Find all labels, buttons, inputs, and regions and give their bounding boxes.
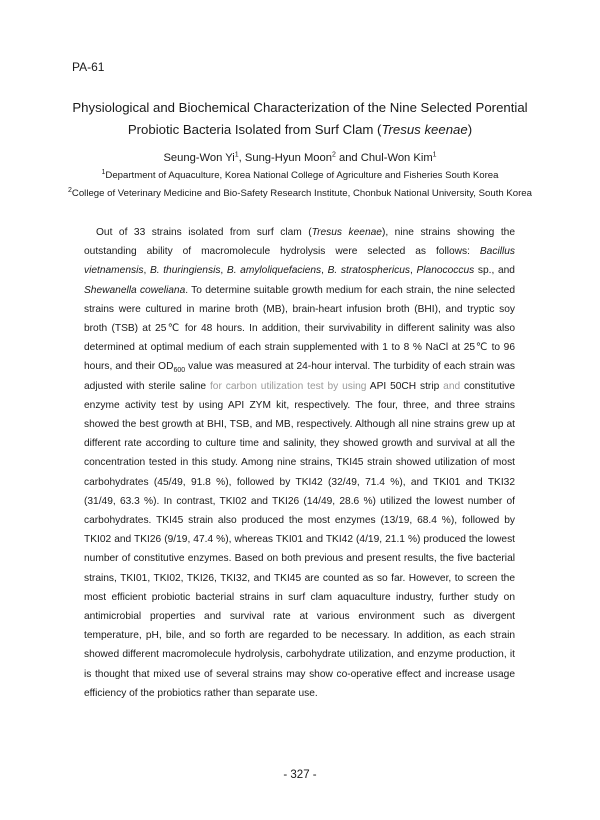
author-name: Seung-Won Yi xyxy=(163,152,235,164)
abstract-text: ), nine strains showing the outstanding ability of macromolecule hydrolysis were selected as follows: xyxy=(84,227,515,258)
faded-text: and xyxy=(443,380,461,392)
abstract-body xyxy=(84,223,515,703)
author-name: and Chul-Won Kim xyxy=(335,152,433,164)
affiliation-2 xyxy=(0,188,600,199)
affiliation-number: 2 xyxy=(68,186,72,194)
paper-title xyxy=(50,97,550,141)
abstract-text: . To determine suitable growth medium for each strain, the nine selected strains were cultured in marine broth (MB), brain-heart infusion broth (BHI), and tryptic soy broth (TSB) at 25℃ for 48 hours. In addition, their survivability in different salinity was also determined at optimal medium of each strain supplemented with 1 to 8 % NaCl at 25℃ to 96 hours, and their OD xyxy=(84,284,516,373)
species-name: B. amyloliquefaciens xyxy=(226,265,322,277)
affiliation-text: College of Veterinary Medicine and Bio-Safety Research Institute, Chonbuk National University, South Korea xyxy=(71,188,532,199)
author-affiliation-mark: 1 xyxy=(234,151,239,159)
author-list xyxy=(0,152,600,164)
abstract-text: , xyxy=(220,265,227,277)
author-name: , Sung-Hyun Moon xyxy=(238,152,332,164)
abstract-text: value was measured at 24-hour interval. The turbidity of each strain was adjusted with sterile saline xyxy=(84,361,515,392)
author-affiliation-mark: 2 xyxy=(331,151,336,159)
abstract-text: Out of 33 strains isolated from surf clam ( xyxy=(96,227,312,238)
abstract-text: API 50CH strip xyxy=(366,380,444,392)
abstract-text: constitutive enzyme activity test by using API ZYM kit, respectively. The four, three, and three strains showed the best growth at BHI, TSB, and MB, respectively. Although all nine strains grew up at different rate according to culture time and salinity, they showed growth and survival at all the concentration tested in this study. Among nine strains, TKI45 strain showed utilization of most carbohydrates (45/49, 91.8 %), followed by TKI42 (32/49, 71.4 %), and TKI01 and TKI32 (31/49, 63.3 %). In contrast, TKI02 and TKI26 (14/49, 28.6 %) utilized the lowest number of carbohydrates. TKI45 strain also produced the most enzymes (13/19, 68.4 %), followed by TKI02 and TKI26 (9/19, 47.4 %), whereas TKI01 and TKI42 (4/19, 21.1 %) produced the lowest number of constitutive enzymes. Based on both previous and present results, the five bacterial strains, TKI01, TKI02, TKI26, TKI32, and TKI45 are counted as so far. However, to screen the most efficient probiotic bacterial strains in surf clam aquaculture industry, further study on antimicrobial properties and survival rate at various environment such as divergent temperature, pH, bile, and so forth are regarded to be necessary. In addition, as each strain showed different macromolecule hydrolysis, carbohydrate utilization, and enzyme production, it is thought that mixed use of several strains may show co-operative effect and increase usage efficiency of the probiotics rather than separate use. xyxy=(84,380,516,699)
title-line-2-suffix: ) xyxy=(467,122,473,137)
affiliation-text: Department of Aquaculture, Korea National College of Agriculture and Fisheries South Korea xyxy=(105,170,499,181)
abstract-text: , xyxy=(410,265,417,277)
abstract-text: , xyxy=(143,265,150,277)
abstract-text: , xyxy=(321,265,328,277)
page-code: PA-61 xyxy=(72,60,105,74)
abstract-text: sp., and xyxy=(474,265,515,277)
species-name: B. stratosphericus xyxy=(327,265,410,277)
title-line-2 xyxy=(50,119,550,141)
od-subscript: 600 xyxy=(173,367,186,375)
title-species-name: Tresus keenae xyxy=(381,122,468,137)
species-name: B. thuringiensis xyxy=(149,265,221,277)
affiliation-1 xyxy=(0,170,600,181)
title-line-1: Physiological and Biochemical Characterization of the Nine Selected Porential xyxy=(72,100,528,115)
page-number: - 327 - xyxy=(283,769,317,781)
affiliation-number: 1 xyxy=(101,168,106,176)
genus-name: Planococcus xyxy=(416,265,475,277)
title-line-2-prefix: Probiotic Bacteria Isolated from Surf Clam ( xyxy=(127,122,382,137)
author-affiliation-mark: 1 xyxy=(432,151,437,159)
species-name: Tresus keenae xyxy=(311,227,382,238)
faded-text: for carbon utilization test by using xyxy=(209,380,367,392)
species-name: Bacillus vietnamensis xyxy=(84,246,515,277)
species-name: Shewanella coweliana xyxy=(84,284,186,296)
